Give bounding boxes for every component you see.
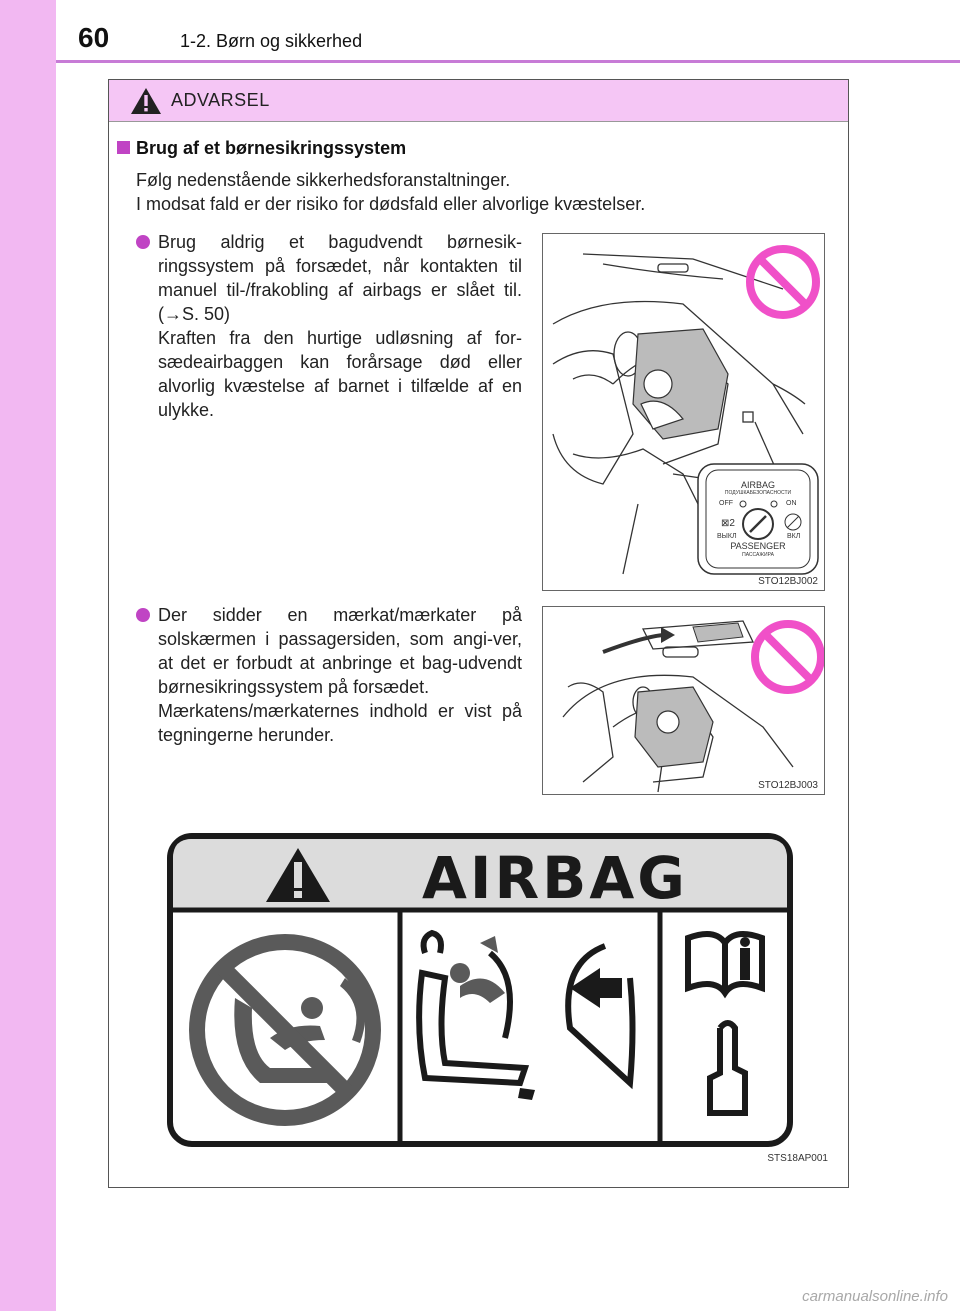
figure-code: STS18AP001 [767,1153,828,1164]
intro-text: Følg nedenstående sikkerhedsforanstaltninger. I modsat fald er der risiko for dødsfald eller alvorlige kvæstelser. [136,170,646,214]
switch-on-ru-label: ВКЛ [787,533,801,540]
footer-watermark: carmanualsonline.info [802,1288,948,1305]
switch-on-label: ON [786,500,797,507]
switch-off-label: OFF [719,500,733,507]
figure-rear-facing-seat-switch [542,233,825,591]
circle-bullet-icon [136,608,150,622]
bullet-item-2 [136,603,522,747]
header-divider [56,60,960,63]
bullet-paragraph: Mærkatens/mærkaternes indhold er vist på tegningerne herunder. [158,701,522,745]
switch-bottom-ru-label: ПАССАЖИРА [742,552,774,558]
svg-text:⊠2: ⊠2 [721,518,735,529]
bullet-item-1 [136,230,522,422]
switch-bottom-label: PASSENGER [730,541,786,551]
section-title: Brug af et børnesikringssystem [117,138,406,159]
warning-header [109,80,848,122]
figure-code: STO12BJ003 [758,780,818,791]
figure-sun-visor-label [542,606,825,795]
figure-code: STO12BJ002 [758,576,818,587]
warning-triangle-icon [129,86,163,116]
chapter-title: 1-2. Børn og sikkerhed [180,31,363,51]
warning-label: ADVARSEL [171,90,270,110]
car-interior-illustration [543,234,825,591]
square-bullet-icon [117,141,130,154]
bullet-paragraph: Kraften fra den hurtige udløsning af for-sædeairbaggen kan forårsage død eller alvorlig kvæstelse af barnet i tilfælde af en ulykke. [158,328,522,420]
chapter-side-tab [0,0,56,1311]
bullet-paragraph: Der sidder en mærkat/mærkater på solskærmen i passagersiden, som angi-ver, at det er forbudt at anbringe et bag-udvendt børnesikringssystem på forsædet. [158,605,522,697]
car-interior-illustration [543,607,825,795]
bullet-paragraph: Brug aldrig et bagudvendt børnesik-ringssystem på forsædet, når kontakten til manuel til-/frakobling af airbags er slået til. (→S. 50) [158,232,522,324]
switch-top-label: AIRBAG [740,480,775,490]
airbag-label-heading: AIRBAG [422,844,688,912]
page-number: 60 [78,22,110,53]
circle-bullet-icon [136,235,150,249]
switch-off-ru-label: ВЫКЛ [717,533,737,540]
switch-top-ru-label: ПОДУШКАБЕЗОПАСНОСТИ [724,490,792,496]
airbag-label-figure [160,828,828,1164]
